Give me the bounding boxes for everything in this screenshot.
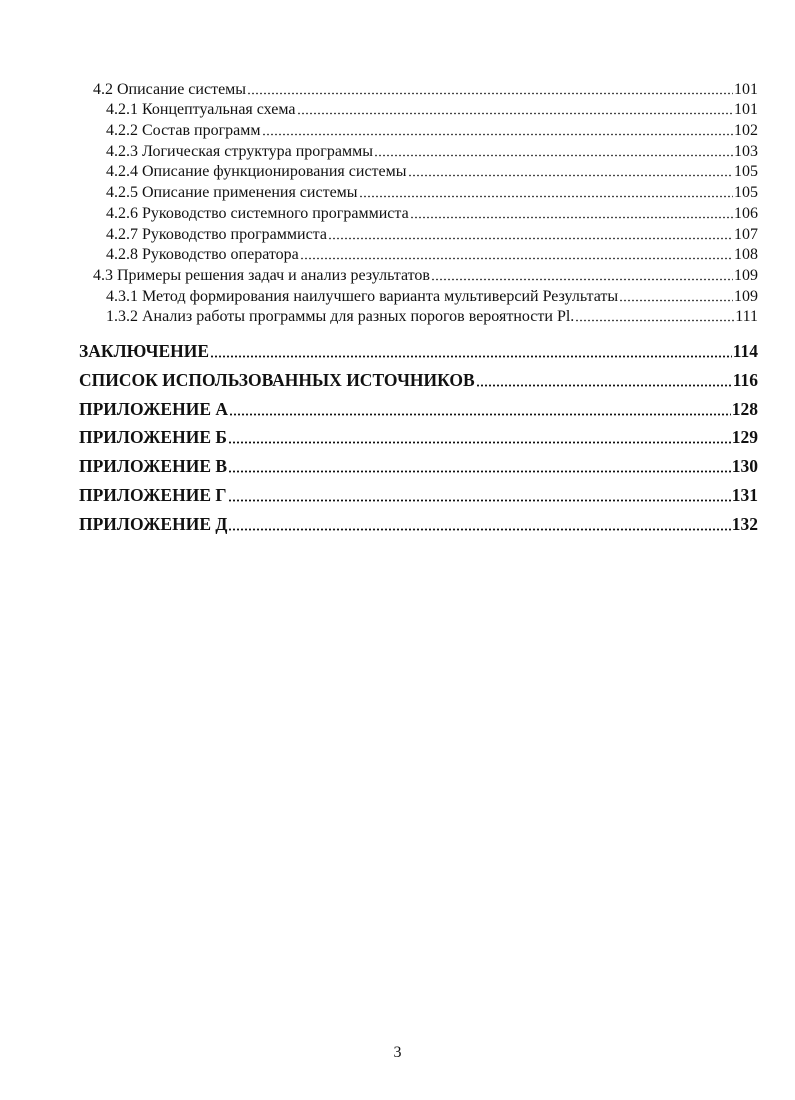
- toc-entry-title: ПРИЛОЖЕНИЕ А: [79, 398, 229, 419]
- toc-dot-leader: [297, 112, 734, 115]
- toc-entry-title: 4.2.5 Описание применения системы: [106, 184, 358, 202]
- toc-entry-page: 129: [731, 427, 758, 448]
- toc-entry-title: ПРИЛОЖЕНИЕ Г: [79, 485, 227, 506]
- toc-entry-page: 106: [734, 204, 758, 222]
- toc-dot-leader: [410, 216, 733, 219]
- toc-entry-page: 114: [732, 341, 758, 362]
- toc-entry-appendix-b[interactable]: [0, 420, 795, 449]
- toc-entry-title: СПИСОК ИСПОЛЬЗОВАННЫХ ИСТОЧНИКОВ: [79, 369, 475, 390]
- toc-entry-page: 128: [731, 398, 758, 419]
- toc-dot-leader: [262, 133, 734, 136]
- toc-entry-1-3-2[interactable]: [0, 306, 795, 327]
- toc-entry-4-3-1[interactable]: [0, 285, 795, 306]
- toc-entry-page: 107: [734, 225, 758, 243]
- toc-dot-leader: [328, 237, 733, 240]
- toc-entry-page: 105: [734, 184, 758, 202]
- toc-entry-page: 109: [734, 266, 758, 284]
- toc-entry-4-2-3[interactable]: [0, 140, 795, 161]
- toc-entry-4-2-6[interactable]: [0, 202, 795, 223]
- toc-entry-appendix-a[interactable]: [0, 391, 795, 420]
- toc-dot-leader: [228, 499, 731, 502]
- toc-dot-leader: [247, 92, 733, 95]
- toc-entry-4-2[interactable]: [0, 78, 795, 99]
- toc-entry-page: 116: [732, 369, 758, 390]
- toc-entry-title: 4.2.2 Состав программ: [106, 122, 261, 140]
- toc-dot-leader: [300, 257, 733, 260]
- toc-entry-4-3[interactable]: [0, 264, 795, 285]
- toc-entry-page: 131: [731, 485, 758, 506]
- toc-entry-references[interactable]: [0, 362, 795, 391]
- toc-dot-leader: [228, 528, 730, 531]
- toc-dot-leader: [210, 355, 732, 358]
- toc-entry-title: ПРИЛОЖЕНИЕ Б: [79, 427, 227, 448]
- toc-entry-page: 105: [734, 163, 758, 181]
- toc-entry-appendix-d[interactable]: [0, 506, 795, 535]
- toc-entry-title: 4.2 Описание системы: [93, 80, 247, 98]
- toc-entry-4-2-5[interactable]: [0, 181, 795, 202]
- toc-dot-leader: [476, 384, 732, 387]
- toc-entry-4-2-7[interactable]: [0, 223, 795, 244]
- toc-dot-leader: [619, 299, 733, 302]
- toc-dot-leader: [408, 174, 733, 177]
- toc-entry-title: 4.2.3 Логическая структура программы: [106, 142, 373, 160]
- toc-entry-title: 4.2.7 Руководство программиста: [106, 225, 327, 243]
- toc-entry-page: 101: [734, 101, 758, 119]
- toc-entry-4-2-2[interactable]: [0, 119, 795, 140]
- toc-entry-title: 4.2.8 Руководство оператора: [106, 246, 299, 264]
- page-number: 3: [393, 1044, 402, 1061]
- toc-entry-title: 4.2.1 Концептуальная схема: [106, 101, 296, 119]
- toc-entry-page: 102: [734, 122, 758, 140]
- toc-entry-conclusion[interactable]: [0, 333, 795, 362]
- toc-entry-title: 4.2.4 Описание функционирования системы: [106, 163, 407, 181]
- toc-entry-page: 132: [731, 513, 758, 534]
- toc-entry-title: 4.3 Примеры решения задач и анализ результатов: [93, 266, 430, 284]
- toc-dot-leader: [431, 278, 733, 281]
- toc-dot-leader: [374, 154, 733, 157]
- toc-entry-4-2-8[interactable]: [0, 244, 795, 265]
- toc-entry-appendix-g[interactable]: [0, 477, 795, 506]
- toc-entry-page: 111: [735, 308, 758, 326]
- toc-entry-page: 101: [734, 80, 758, 98]
- toc-entry-title: 4.3.1 Метод формирования наилучшего варианта мультиверсий Результаты: [106, 287, 619, 305]
- toc-entry-title: 1.3.2 Анализ работы программы для разных порогов вероятности Pl.: [106, 308, 575, 326]
- toc-dot-leader: [228, 470, 731, 473]
- toc-entry-title: ПРИЛОЖЕНИЕ Д: [79, 513, 228, 534]
- table-of-contents: [0, 78, 795, 535]
- toc-dot-leader: [228, 441, 731, 444]
- toc-entry-title: 4.2.6 Руководство системного программиста: [106, 204, 409, 222]
- toc-entry-title: ЗАКЛЮЧЕНИЕ: [79, 341, 210, 362]
- toc-entry-page: 103: [734, 142, 758, 160]
- toc-entry-appendix-v[interactable]: [0, 448, 795, 477]
- toc-dot-leader: [359, 195, 733, 198]
- toc-dot-leader: [229, 413, 731, 416]
- toc-entry-page: 130: [731, 456, 758, 477]
- toc-entry-page: 109: [734, 287, 758, 305]
- toc-dot-leader: [575, 319, 734, 322]
- toc-entry-4-2-4[interactable]: [0, 161, 795, 182]
- toc-entry-4-2-1[interactable]: [0, 99, 795, 120]
- toc-entry-page: 108: [734, 246, 758, 264]
- toc-entry-title: ПРИЛОЖЕНИЕ В: [79, 456, 228, 477]
